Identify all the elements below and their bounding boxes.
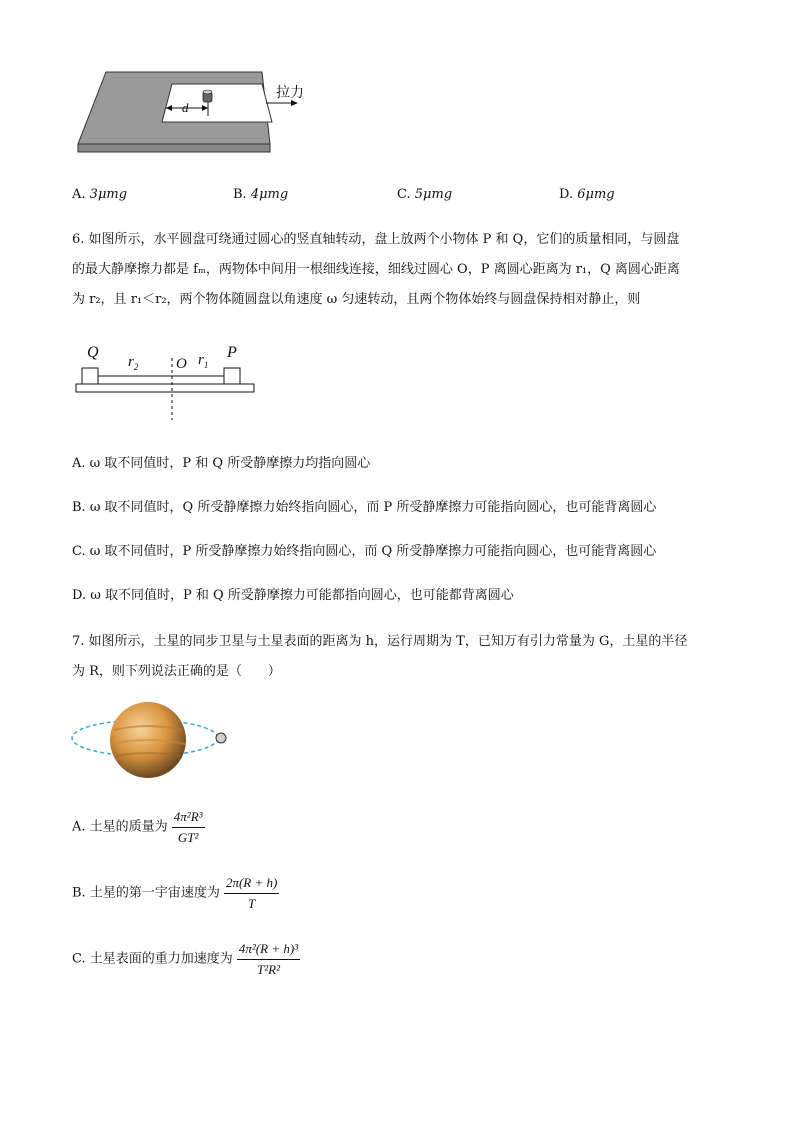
d-label: d [182,100,189,115]
velocity-fraction: $\frac{2\pi(R + h)}{T}$ [225,875,278,911]
label-o: O [176,356,187,372]
q6-stem-line3: 为 r₂，且 r₁＜r₂，两个物体随圆盘以角速度 ω 匀速转动，且两个物体始终与圆盘保持相对静止，则 [72,292,641,307]
label-q: Q [87,344,99,361]
q5-option-b: B. 4μmg [233,187,289,202]
pull-label: 拉力 [276,86,304,101]
q5-option-c: C. 5μmg [397,187,453,202]
gravity-fraction: $\frac{\text{4π²(R + h)³}}{\text{T²R²}}$ [238,941,299,977]
q5-option-d: D. 6μmg [559,187,615,202]
q7-stem-line2: 为 R，则下列说法正确的是（ ） [72,664,281,679]
q7-option-b: B. 土星的第一宇宙速度为 $\frac{2\pi(R + h)}{T}$ [72,875,278,911]
q6-option-c: C. ω 取不同值时，P 所受静摩擦力始终指向圆心，而 Q 所受静摩擦力可能指向圆心，也可能背离圆心 [72,544,657,559]
q6-stem-line2: 的最大静摩擦力都是 fₘ，两物体中间用一根细线连接，细线过圆心 O，P 离圆心距离为 r₁，Q 离圆心距离 [72,262,680,277]
q5-option-a: A. 3μmg [72,187,128,202]
q7-stem-line1: 7. 如图所示，土星的同步卫星与土星表面的距离为 h，运行周期为 T，已知万有引力常量为 G，土星的半径 [72,634,688,649]
saturn-figure [70,700,235,784]
q6-stem-line1: 6. 如图所示，水平圆盘可绕通过圆心的竖直轴转动，盘上放两个小物体 P 和 Q，它们的质量相同，与圆盘 [72,232,680,247]
mass-fraction: $\frac{\text{4π²R³}}{\text{GT²}}$ [173,809,203,845]
q7-option-a: A. 土星的质量为 $\frac{\text{4π²R³}}{\text{GT²}}$ [72,809,203,845]
label-r2: $r_2$ [128,354,139,372]
label-r1: $r_1$ [198,352,209,370]
q7-option-c: C. 土星表面的重力加速度为 $\frac{\text{4π²(R + h)³}}{\text{T²R²}}$ [72,941,299,977]
label-p: P [227,344,237,361]
q6-option-a: A. ω 取不同值时，P 和 Q 所受静摩擦力均指向圆心 [72,456,371,471]
q6-option-b: B. ω 取不同值时，Q 所受静摩擦力始终指向圆心，而 P 所受静摩擦力可能指向圆心，也可能背离圆心 [72,500,657,515]
q6-option-d: D. ω 取不同值时，P 和 Q 所受静摩擦力可能都指向圆心，也可能都背离圆心 [72,588,514,603]
